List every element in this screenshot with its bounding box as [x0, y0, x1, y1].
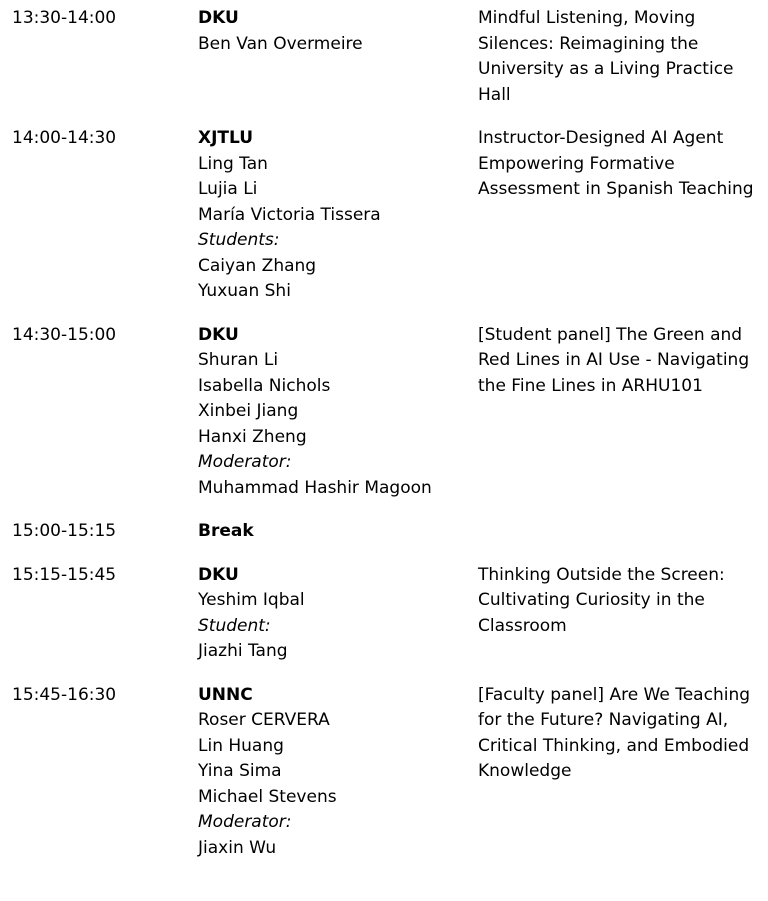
session-time: 15:15-15:45: [12, 564, 117, 585]
session-title-cell: [478, 563, 768, 640]
session-presenters-cell: [198, 683, 478, 862]
session-organization: Break: [198, 521, 254, 541]
presenter-name: Ling Tan: [198, 153, 268, 174]
session-presenters-cell: [198, 519, 478, 545]
presenter-name: María Victoria Tissera: [198, 204, 381, 225]
presenter-role-label: Student:: [198, 615, 271, 636]
session-time-cell: [0, 323, 198, 349]
session-presenters-cell: [198, 563, 478, 665]
session-title-cell: [478, 126, 768, 203]
session-organization: XJTLU: [198, 128, 254, 148]
presenter-name: Caiyan Zhang: [198, 255, 317, 276]
session-organization: DKU: [198, 8, 239, 28]
presenter-name: Yina Sima: [198, 761, 282, 781]
session-time-cell: [0, 6, 198, 32]
session-time: 15:45-16:30: [12, 684, 117, 705]
presenter-name: Xinbei Jiang: [198, 401, 299, 421]
session-title-cell: [478, 6, 768, 108]
session-time-cell: [0, 519, 198, 545]
session-title: Mindful Listening, Moving Silences: Reimagining the University as a Living Practice Hall: [478, 8, 734, 105]
presenter-role-label: Moderator:: [198, 812, 292, 832]
presenter-name: Yeshim Iqbal: [198, 590, 305, 610]
schedule-row: [0, 519, 768, 545]
presenter-name: Isabella Nichols: [198, 375, 331, 396]
presenter-name: Shuran Li: [198, 350, 279, 370]
session-organization: UNNC: [198, 684, 253, 705]
presenter-name: Lin Huang: [198, 735, 284, 756]
session-presenters-cell: [198, 323, 478, 502]
session-presenters-cell: [198, 6, 478, 57]
presenter-name: Yuxuan Shi: [198, 281, 291, 301]
session-title: Thinking Outside the Screen: Cultivating Curiosity in the Classroom: [478, 564, 725, 636]
session-title: Instructor-Designed AI Agent Empowering Formative Assessment in Spanish Teaching: [478, 128, 754, 199]
session-title: [Faculty panel] Are We Teaching for the Future? Navigating AI, Critical Thinking, and Embodied Knowledge: [478, 684, 751, 781]
session-title-cell: [478, 323, 768, 400]
session-time: 13:30-14:00: [12, 8, 117, 28]
session-time-cell: [0, 683, 198, 709]
schedule-row: [0, 323, 768, 502]
session-time: 14:30-15:00: [12, 324, 117, 345]
schedule-row: [0, 683, 768, 862]
presenter-name: Jiazhi Tang: [198, 641, 288, 661]
presenter-role-label: Moderator:: [198, 452, 292, 472]
session-title: [Student panel] The Green and Red Lines in AI Use - Navigating the Fine Lines in ARHU101: [478, 324, 750, 396]
presenter-name: Jiaxin Wu: [198, 837, 277, 858]
presenter-name: Lujia Li: [198, 179, 258, 199]
presenter-name: Muhammad Hashir Magoon: [198, 477, 432, 498]
session-title-cell: [478, 683, 768, 785]
schedule-row: [0, 563, 768, 665]
session-time: 14:00-14:30: [12, 128, 117, 148]
schedule-row: [0, 126, 768, 305]
session-time-cell: [0, 126, 198, 152]
session-time: 15:00-15:15: [12, 521, 117, 541]
presenter-name: Michael Stevens: [198, 786, 337, 807]
session-organization: DKU: [198, 564, 239, 585]
presenter-name: Hanxi Zheng: [198, 426, 307, 447]
schedule-row: [0, 6, 768, 108]
presenter-role-label: Students:: [198, 230, 280, 250]
session-organization: DKU: [198, 324, 239, 345]
session-presenters-cell: [198, 126, 478, 305]
session-time-cell: [0, 563, 198, 589]
presenter-name: Ben Van Overmeire: [198, 33, 363, 54]
presenter-name: Roser CERVERA: [198, 710, 330, 730]
